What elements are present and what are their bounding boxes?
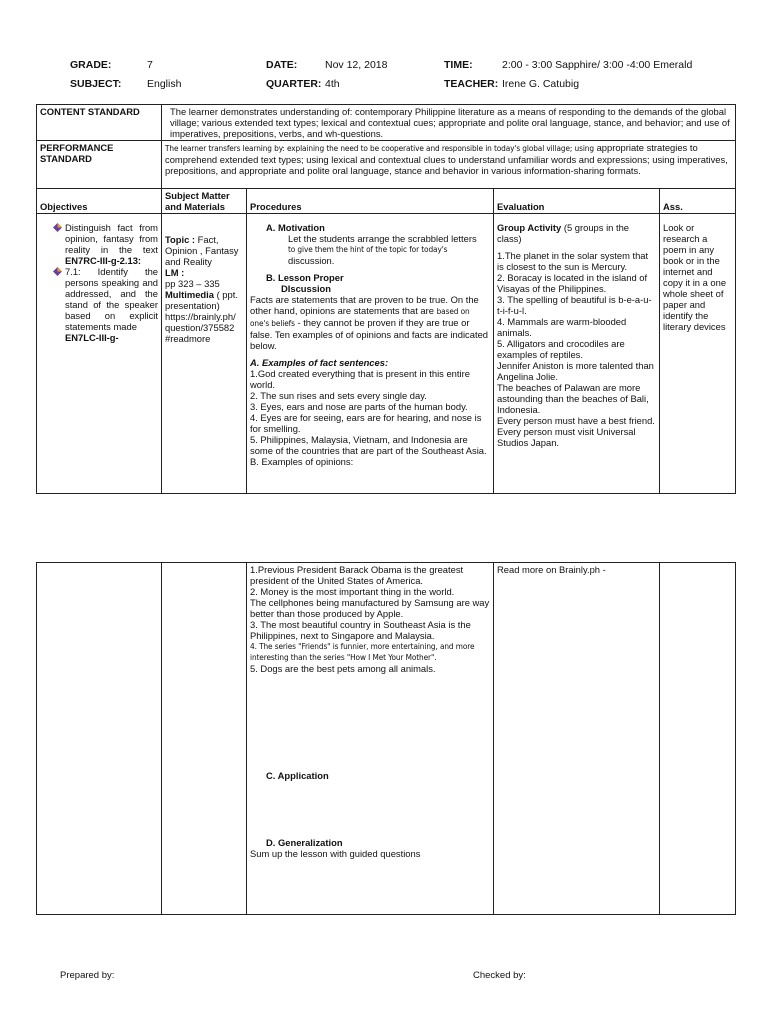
motivation-text-1: Let the students arrange the scrabbled letters [288,233,477,244]
fact-item: 2. The sun rises and sets every single day. [250,390,427,401]
ass-header: Ass. [660,189,736,214]
lm-value: pp 323 – 335 [165,278,220,289]
grade-label: GRADE: [70,59,112,71]
fact-item: 4. Eyes are for seeing, ears are for hearing, and nose is for smelling. [250,412,482,434]
lesson-proper-title: B. Lesson Proper [266,272,344,283]
fact-item: 1.God created everything that is present in this entire world. [250,368,470,390]
opinion-item: The cellphones being manufactured by Samsung are way better than those produced by Apple. [250,597,490,619]
prepared-by-label: Prepared by: [60,970,115,981]
objective-item: 7.1: Identify the persons speaking and addressed, and the stand of the speaker based on explicit statements made EN7LC-III-g- [51,266,158,343]
evaluation-cell-continued [494,563,660,915]
evaluation-item: 3. The spelling of beautiful is b-e-a-u-t-i-f-u-l. [497,294,652,316]
date-value: Nov 12, 2018 [325,59,388,71]
opinion-item: 5. Dogs are the best pets among all animals. [250,663,436,674]
fact-item: 5. Philippines, Malaysia, Vietnam, and Indonesia are some of the countries that are part of the Southeast Asia. [250,434,487,456]
evaluation-header: Evaluation [494,189,660,214]
column-header-row [37,189,736,214]
subject-label: SUBJECT: [70,78,122,90]
procedures-cell [247,214,494,494]
evaluation-item: 1.The planet in the solar system that is closest to the sun is Mercury. [497,250,649,272]
time-label: TIME: [444,59,473,71]
lesson-plan-continuation-table [36,562,736,915]
opinion-item: 1.Previous President Barack Obama is the greatest president of the United States of America. [250,564,464,586]
opinion-item: 3. The most beautiful country in Southeast Asia is the Philippines, next to Singapore and Malaysia. [250,619,471,641]
evaluation-item: The beaches of Palawan are more astounding than the beaches of Bali, Indonesia. [497,382,649,415]
lesson-plan-table [36,104,736,494]
evaluation-cell [494,214,660,494]
discussion-text: Facts are statements that are proven to be true. On the other hand, opinions are statements that are based on one's beliefs - they cannot be proven if they are true or false. Ten examples of of opinions and facts are indicated below. [250,294,488,351]
opinion-item: 4. The series "Friends" is funnier, more entertaining, and more interesting than the series "How I Met Your Mother". [250,641,475,662]
performance-standard-text [162,141,736,189]
fact-item: 3. Eyes, ears and nose are parts of the human body. [250,401,468,412]
facts-title: A. Examples of fact sentences: [250,357,389,368]
time-value: 2:00 - 3:00 Sapphire/ 3:00 -4:00 Emerald [502,59,693,71]
teacher-value: Irene G. Catubig [502,78,580,90]
opinion-item: 2. Money is the most important thing in the world. [250,586,455,597]
objectives-cell-continued [37,563,162,915]
evaluation-item: Jennifer Aniston is more talented than Angelina Jolie. [497,360,654,382]
generalization-title: D. Generalization [266,837,343,848]
subject-matter-cell-continued [162,563,247,915]
evaluation-item: Every person must have a best friend. [497,415,655,426]
quarter-value: 4th [325,78,340,90]
read-more-text: Read more on Brainly.ph - [497,564,606,575]
objectives-header: Objectives [37,189,162,214]
topic-label: Topic : [165,234,196,245]
performance-standard-label: PERFORMANCE STANDARD [37,141,162,189]
evaluation-item: 4. Mammals are warm-blooded animals. [497,316,627,338]
procedures-cell-continued [247,563,494,915]
subject-matter-header: Subject Matter and Materials [162,189,247,214]
date-label: DATE: [266,59,298,71]
group-activity-title: Group Activity [497,222,562,233]
discussion-subtitle: DIscussion [281,283,332,294]
objectives-cell [37,214,162,494]
subject-value: English [147,78,182,90]
assignment-cell: Look or research a poem in any book or in the internet and copy it in a one whole sheet of paper and identify the literary devices [660,214,736,494]
procedures-header: Procedures [247,189,494,214]
content-standard-text: The learner demonstrates understanding of: contemporary Philippine literature as a means of responding to the demands of the global village; various extended text types; lexical and contextual cues; appropriate and polite oral language, stance, and behavior; and use of imperatives, prepositions, verbs, and wh-questions. [162,105,736,141]
multimedia-value: ( ppt. presentation) https://brainly.ph/ question/375582 #readmore [165,289,238,344]
performance-text-b: appropriate strategies to comprehend extended text types; using lexical and contextual clues to understand unfamiliar words and expressions; using imperatives, prepositions, and appropriate and polite oral language, stance and behavior in various information-sharing formats. [165,142,728,176]
motivation-text-2: to give them the hint of the topic for today's [288,244,448,254]
checked-by-label: Checked by: [473,970,526,981]
grade-value: 7 [147,59,153,71]
application-title: C. Application [266,770,329,781]
objective-item: Distinguish fact from opinion, fantasy from reality in the text EN7RC-III-g-2.13: [51,222,158,266]
evaluation-item: 5. Alligators and crocodiles are examples of reptiles. [497,338,625,360]
lm-label: LM : [165,267,185,278]
continuation-row [37,563,736,915]
multimedia-label: Multimedia [165,289,214,300]
content-row [37,214,736,494]
opinions-title: B. Examples of opinions: [250,456,354,467]
performance-standard-row [37,141,736,189]
diamond-bullet-icon [53,223,62,232]
teacher-label: TEACHER: [444,78,499,90]
assignment-cell-continued [660,563,736,915]
content-standard-row [37,105,736,141]
performance-text-a: The learner transfers learning by: explaining the need to be cooperative and responsible in today's global village; using [165,143,594,153]
subject-matter-cell [162,214,247,494]
quarter-label: QUARTER: [266,78,322,90]
content-standard-label: CONTENT STANDARD [37,105,162,141]
evaluation-item: 2. Boracay is located in the island of Visayas of the Philippines. [497,272,648,294]
group-activity-note: (5 groups in the class) [497,222,629,244]
motivation-title: A. Motivation [266,222,325,233]
topic-value: Fact, Opinion , Fantasy and Reality [165,234,239,267]
diamond-bullet-icon [53,267,62,276]
evaluation-item: Every person must visit Universal Studios Japan. [497,426,636,448]
motivation-text-3: discussion. [288,255,335,266]
generalization-text: Sum up the lesson with guided questions [250,848,421,859]
